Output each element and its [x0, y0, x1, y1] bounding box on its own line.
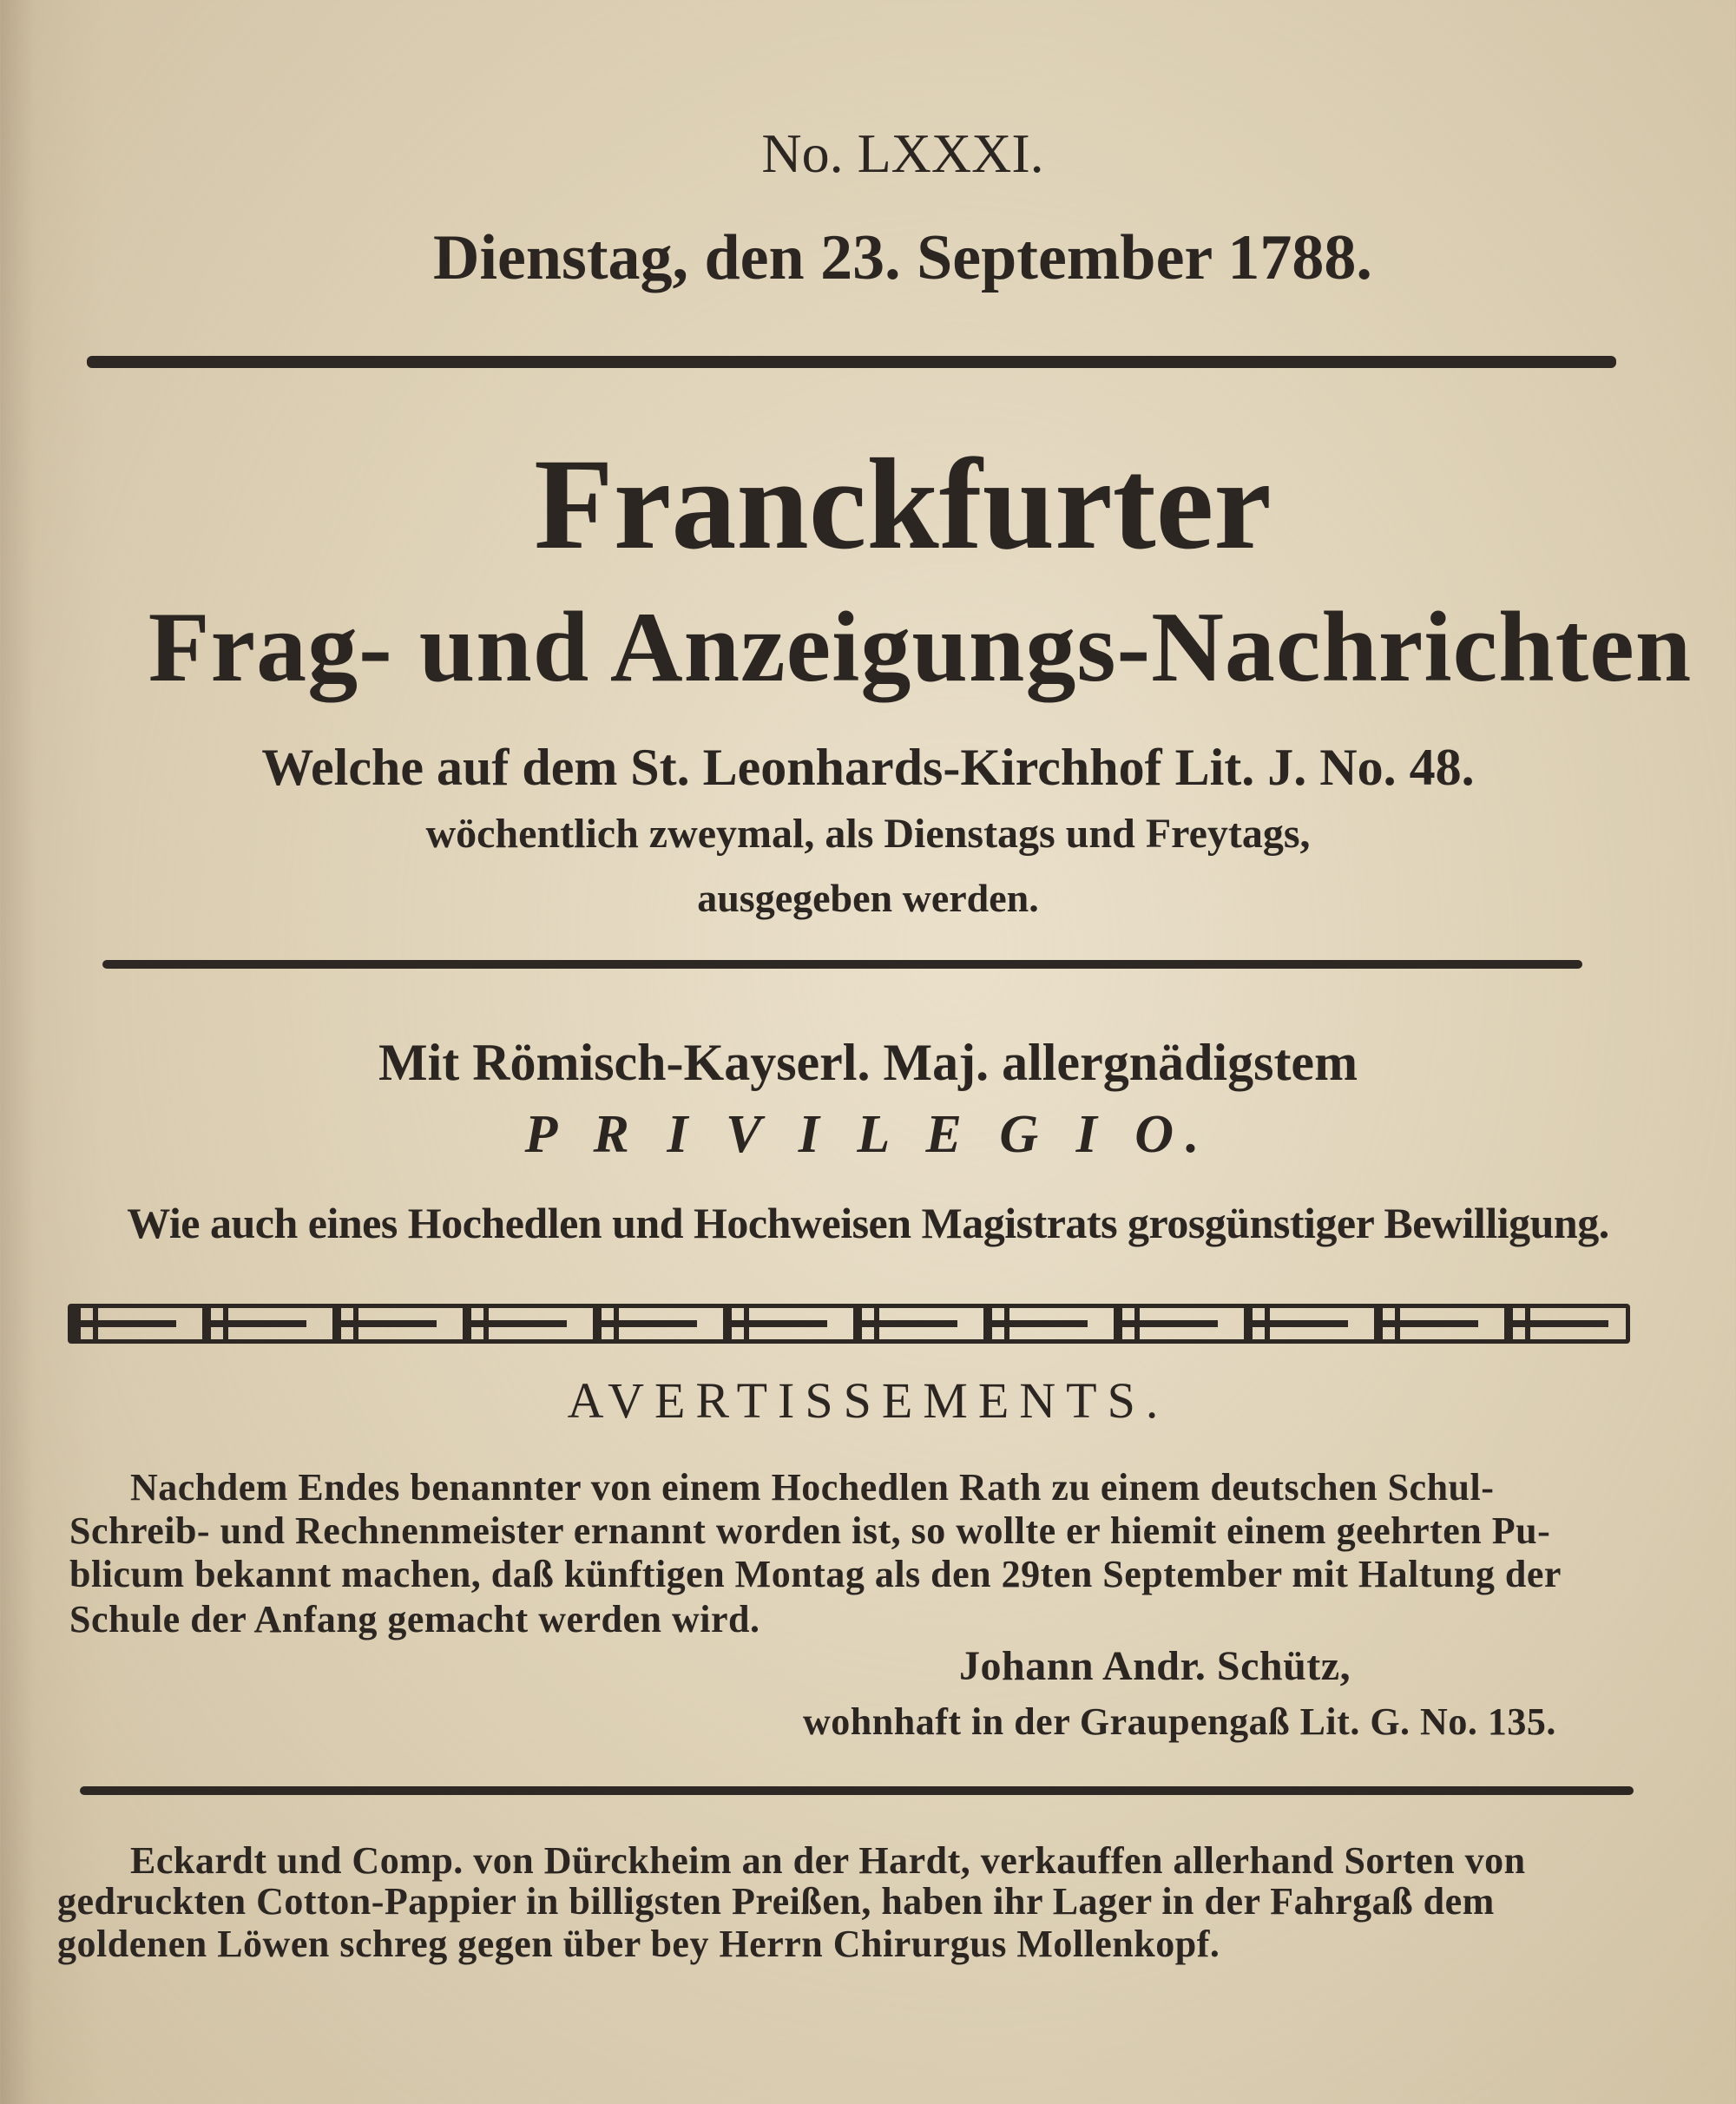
section-heading: AVERTISSEMENTS.	[567, 1372, 1169, 1429]
magistrate-approval: Wie auch eines Hochedlen und Hochweisen Magistrats grosgünstiger Bewilligung.	[127, 1199, 1609, 1247]
publication-schedule: wöchentlich zweymal, als Dienstags und Freytags,	[425, 811, 1311, 857]
publication-note: ausgegeben werden.	[697, 876, 1039, 920]
notice-line: gedruckten Cotton-Pappier in billigsten Preißen, haben ihr Lager in der Fahrgaß dem	[57, 1880, 1495, 1923]
notice-line: Nachdem Endes benannter von einem Hochedlen Rath zu einem deutschen Schul-	[130, 1466, 1495, 1509]
notice-line: goldenen Löwen schreg gegen über bey Herrn Chirurgus Mollenkopf.	[57, 1923, 1220, 1965]
divider-rule	[80, 1786, 1634, 1795]
notice-line: blicum bekannt machen, daß künftigen Montag als den 29ten September mit Haltung der	[69, 1553, 1562, 1595]
publisher-address: Welche auf dem St. Leonhards-Kirchhof Lit. J. No. 48.	[261, 739, 1475, 796]
privilege-line: Mit Römisch-Kayserl. Maj. allergnädigstem	[378, 1034, 1358, 1091]
issue-number: No. LXXXI.	[761, 122, 1044, 184]
divider-rule	[87, 356, 1616, 368]
newspaper-subtitle: Frag- und Anzeigungs-Nachrichten	[148, 592, 1693, 703]
notice-line: Schule der Anfang gemacht werden wird.	[69, 1598, 760, 1640]
newspaper-title: Franckfurter	[534, 432, 1272, 576]
notice-line: Eckardt und Comp. von Dürckheim an der Hardt, verkauffen allerhand Sorten von	[130, 1839, 1526, 1882]
privilege-heading: P R I V I L E G I O.	[524, 1105, 1212, 1164]
notice-signature: Johann Andr. Schütz,	[959, 1643, 1351, 1689]
divider-rule	[102, 960, 1582, 969]
notice-address: wohnhaft in der Graupengaß Lit. G. No. 135.	[803, 1700, 1556, 1743]
notice-line: Schreib- und Rechnenmeister ernannt worden ist, so wollte er hiemit einem geehrten Pu-	[69, 1509, 1551, 1552]
ornamental-border	[68, 1304, 1630, 1344]
date-line: Dienstag, den 23. September 1788.	[433, 222, 1372, 293]
